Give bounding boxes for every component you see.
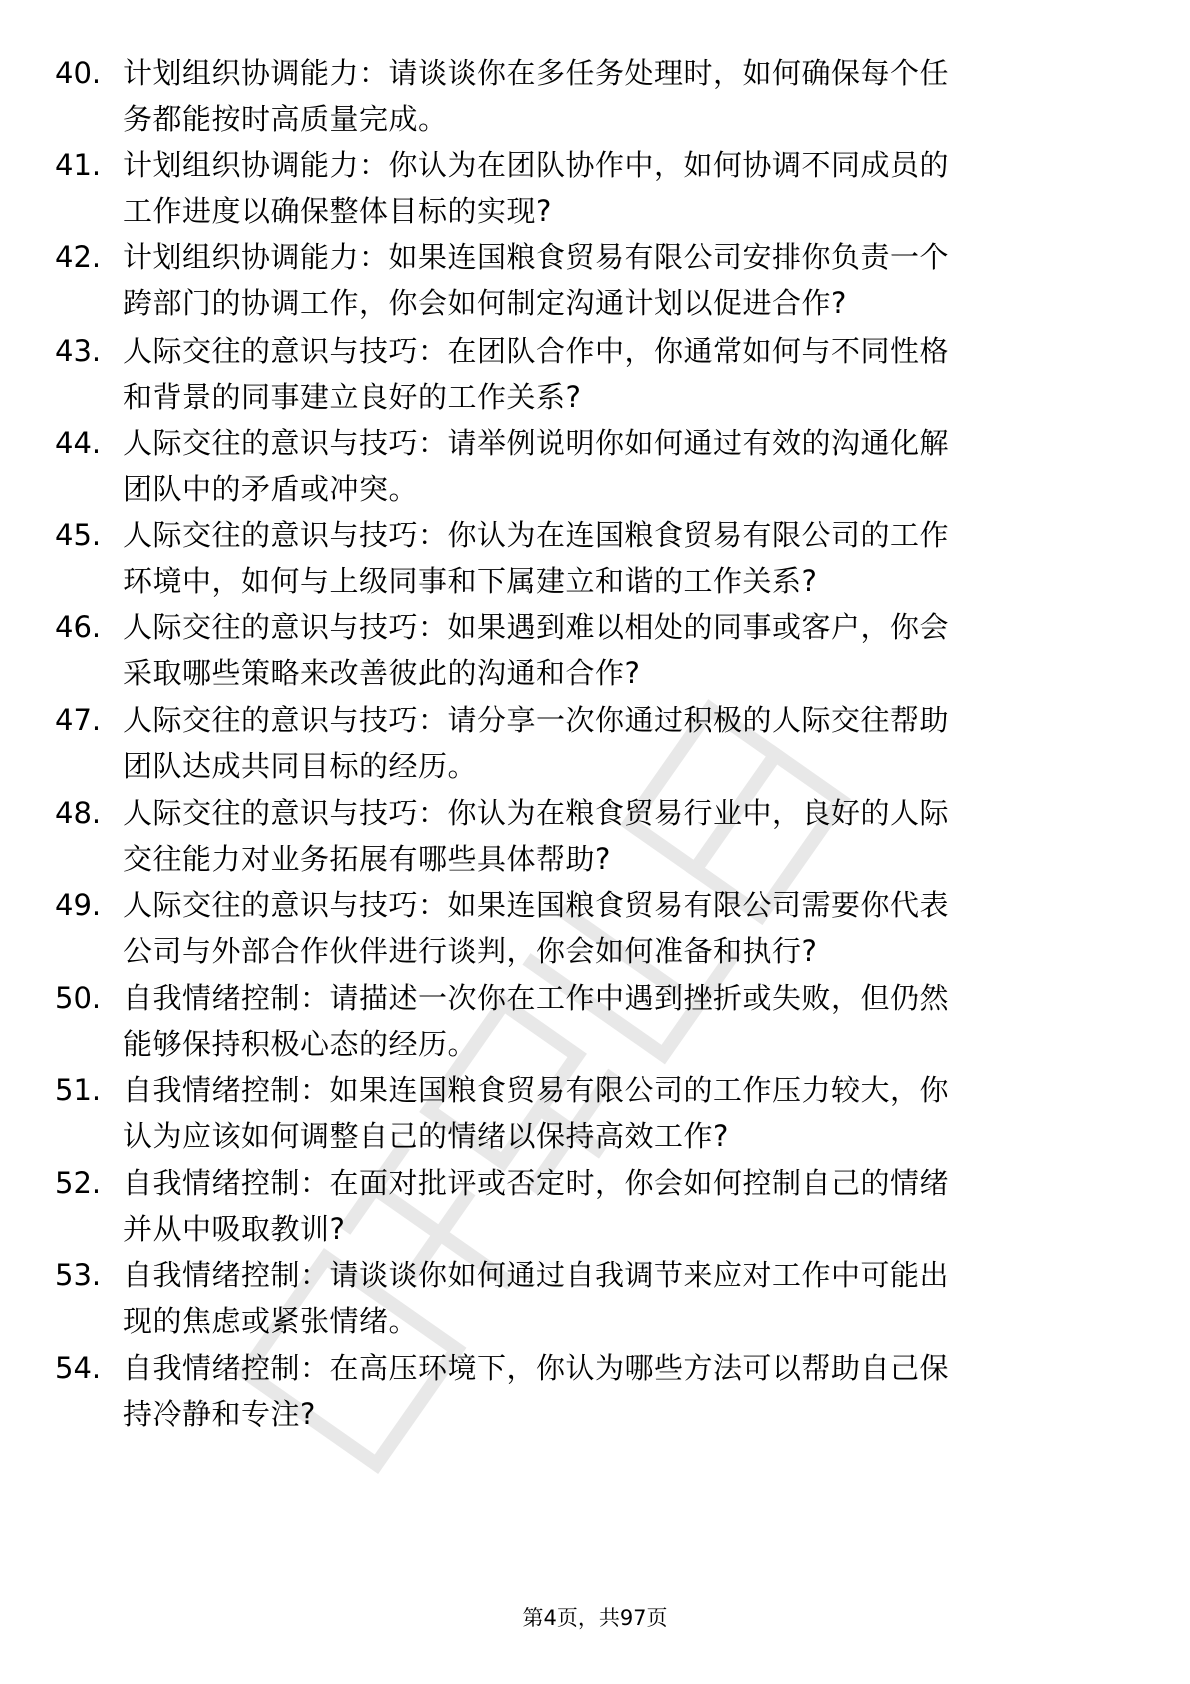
question-number: 42. (55, 240, 102, 274)
question-line: 采取哪些策略来改善彼此的沟通和合作? (123, 656, 641, 690)
question-line: 人际交往的意识与技巧：如果遇到难以相处的同事或客户，你会 (123, 610, 950, 644)
question-item (55, 420, 1135, 520)
question-number: 52. (55, 1166, 102, 1200)
question-line: 人际交往的意识与技巧：你认为在连国粮食贸易有限公司的工作 (123, 518, 950, 552)
question-text (123, 1345, 1123, 1437)
question-item (55, 512, 1135, 612)
question-line: 人际交往的意识与技巧：请分享一次你通过积极的人际交往帮助 (123, 703, 950, 737)
question-text (123, 697, 1123, 789)
question-line: 人际交往的意识与技巧：如果连国粮食贸易有限公司需要你代表 (123, 888, 950, 922)
question-line: 公司与外部合作伙伴进行谈判，你会如何准备和执行? (123, 934, 818, 968)
question-text (123, 328, 1123, 420)
question-line: 交往能力对业务拓展有哪些具体帮助? (123, 842, 611, 876)
question-line: 人际交往的意识与技巧：你认为在粮食贸易行业中，良好的人际 (123, 796, 950, 830)
question-line: 团队中的矛盾或冲突。 (123, 472, 419, 506)
question-line: 自我情绪控制：在面对批评或否定时，你会如何控制自己的情绪 (123, 1166, 950, 1200)
question-line: 人际交往的意识与技巧：请举例说明你如何通过有效的沟通化解 (123, 426, 950, 460)
question-text (123, 512, 1123, 604)
question-number: 41. (55, 148, 102, 182)
question-number: 51. (55, 1073, 102, 1107)
question-number: 50. (55, 981, 102, 1015)
question-text (123, 604, 1123, 696)
question-text (123, 1067, 1123, 1159)
question-item (55, 975, 1135, 1075)
question-item (55, 1345, 1135, 1445)
question-number: 49. (55, 888, 102, 922)
question-text (123, 882, 1123, 974)
question-line: 认为应该如何调整自己的情绪以保持高效工作? (123, 1119, 729, 1153)
question-item (55, 697, 1135, 797)
question-text (123, 975, 1123, 1067)
question-text (123, 50, 1123, 142)
page-number: 第4页，共97页 (522, 1606, 668, 1630)
question-line: 计划组织协调能力：如果连国粮食贸易有限公司安排你负责一个 (123, 240, 950, 274)
question-line: 自我情绪控制：在高压环境下，你认为哪些方法可以帮助自己保 (123, 1351, 950, 1385)
question-line: 工作进度以确保整体目标的实现? (123, 194, 552, 228)
question-line: 计划组织协调能力：请谈谈你在多任务处理时，如何确保每个任 (123, 56, 950, 90)
question-text (123, 420, 1123, 512)
question-item (55, 1160, 1135, 1260)
question-line: 人际交往的意识与技巧：在团队合作中，你通常如何与不同性格 (123, 334, 950, 368)
question-item (55, 1252, 1135, 1352)
question-line: 环境中，如何与上级同事和下属建立和谐的工作关系? (123, 564, 818, 598)
question-line: 现的焦虑或紧张情绪。 (123, 1304, 419, 1338)
question-number: 43. (55, 334, 102, 368)
question-line: 自我情绪控制：如果连国粮食贸易有限公司的工作压力较大，你 (123, 1073, 950, 1107)
question-text (123, 1252, 1123, 1344)
question-line: 跨部门的协调工作，你会如何制定沟通计划以促进合作? (123, 286, 847, 320)
question-line: 自我情绪控制：请谈谈你如何通过自我调节来应对工作中可能出 (123, 1258, 950, 1292)
question-text (123, 1160, 1123, 1252)
question-line: 和背景的同事建立良好的工作关系? (123, 380, 582, 414)
question-text (123, 790, 1123, 882)
question-item (55, 234, 1135, 334)
question-item (55, 790, 1135, 890)
question-item (55, 328, 1135, 428)
question-number: 47. (55, 703, 102, 737)
question-number: 53. (55, 1258, 102, 1292)
question-number: 45. (55, 518, 102, 552)
question-text (123, 234, 1123, 326)
question-item (55, 50, 1135, 150)
question-line: 自我情绪控制：请描述一次你在工作中遇到挫折或失败，但仍然 (123, 981, 950, 1015)
question-number: 44. (55, 426, 102, 460)
question-item (55, 882, 1135, 982)
question-line: 团队达成共同目标的经历。 (123, 749, 478, 783)
question-number: 46. (55, 610, 102, 644)
question-item (55, 1067, 1135, 1167)
question-number: 54. (55, 1351, 102, 1385)
question-number: 40. (55, 56, 102, 90)
question-number: 48. (55, 796, 102, 830)
question-item (55, 604, 1135, 704)
question-line: 持冷静和专注? (123, 1397, 316, 1431)
question-line: 务都能按时高质量完成。 (123, 102, 448, 136)
question-line: 并从中吸取教训? (123, 1212, 346, 1246)
question-line: 计划组织协调能力：你认为在团队协作中，如何协调不同成员的 (123, 148, 950, 182)
question-text (123, 142, 1123, 234)
question-line: 能够保持积极心态的经历。 (123, 1027, 478, 1061)
question-item (55, 142, 1135, 242)
